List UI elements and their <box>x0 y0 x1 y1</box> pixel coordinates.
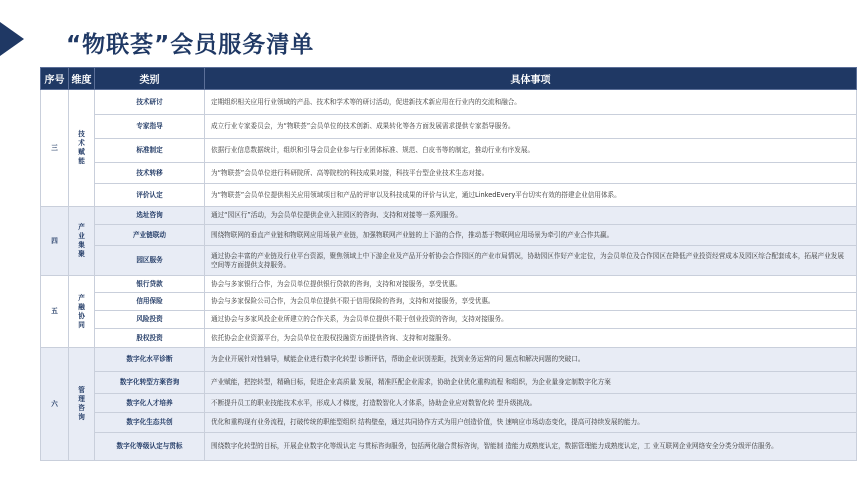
table-row <box>41 372 857 394</box>
header-seq: 序号 <box>41 68 69 90</box>
category-cell: 专家指导 <box>95 115 205 139</box>
title-marker-icon <box>0 22 24 56</box>
table-row <box>41 246 857 276</box>
table-row <box>41 348 857 372</box>
dim-cell: 技术 赋能 <box>69 90 95 207</box>
category-cell: 股权投资 <box>95 329 205 348</box>
category-cell: 数字化等级认定与贯标 <box>95 433 205 461</box>
detail-cell: 通过协会与多家风投企业所建立的合作关系，为会员单位提供不限于创业投资的咨询，支持对接服务。 <box>205 311 857 329</box>
category-cell: 数字化生态共创 <box>95 413 205 433</box>
category-cell: 风险投资 <box>95 311 205 329</box>
detail-cell: 不断提升员工的职业技能技术水平，形成人才梯度，打造数智化人才体系，协助企业应对数智化转 型升级挑战。 <box>205 394 857 413</box>
table-row <box>41 139 857 163</box>
detail-cell: 协会与多家保险公司合作，为会员单位提供不限于信用保险的咨询，支持和对接服务，享受优惠。 <box>205 293 857 311</box>
category-cell: 信用保险 <box>95 293 205 311</box>
header-detail: 具体事项 <box>205 68 857 90</box>
category-cell: 产业链联动 <box>95 225 205 246</box>
detail-cell: 优化和重构现有业务流程，打破传统的职能型组织 结构壁垒，通过共同协作方式为用户创造价值，快 速响应市场动态变化，提高可持续发展的能力。 <box>205 413 857 433</box>
detail-cell: 产业赋能，把控转型，精确目标，促进企业高质量 发展，精准匹配企业需求，协助企业优化重构流程 和组织，为企业量身定制数字化方案 <box>205 372 857 394</box>
table-row <box>41 413 857 433</box>
detail-cell: 依据行业信息数据统计，组织和引导会员企业参与行业团体标准、规范、白皮书等的制定，推动行业有序发展。 <box>205 139 857 163</box>
table-row <box>41 276 857 293</box>
header-cat: 类别 <box>95 68 205 90</box>
table-header-row <box>41 68 857 90</box>
table-row <box>41 184 857 207</box>
detail-cell: 通过协会丰富的产业链及行业平台资源，聚焦领域上中下游企业及产品开分析协会合作园区的产业市局情况，协助园区作好产业定位，为会员单位及合作园区在降低产业投资经营成本及园区综合配套成本，拓展产业发展空间等方面提供支持服务。 <box>205 246 857 276</box>
detail-cell: 通过“园区行”活动，为会员单位提供企业入驻园区的咨询、支持和对接等一系列服务。 <box>205 207 857 225</box>
table-row <box>41 394 857 413</box>
group-finance <box>41 276 857 348</box>
dim-cell: 产融 协同 <box>69 276 95 348</box>
dim-cell: 产业 集聚 <box>69 207 95 276</box>
detail-cell: 围绕数字化转型的目标，开展企业数字化等级认定 与贯标咨询服务，包括两化融合贯标咨询，智能制 造能力成熟度认定，数据管理能力成熟度认定，工 业互联网企业网络安全分类分级评估服务。 <box>205 433 857 461</box>
seq-cell: 四 <box>41 207 69 276</box>
table-row <box>41 115 857 139</box>
category-cell: 数字化水平诊断 <box>95 348 205 372</box>
category-cell: 银行贷款 <box>95 276 205 293</box>
detail-cell: 成立行业专家委员会，为“物联荟”会员单位的技术创新、成果转化等各方面发展需求提供专家指导服务。 <box>205 115 857 139</box>
group-consulting <box>41 348 857 461</box>
category-cell: 评价认定 <box>95 184 205 207</box>
detail-cell: 依托协会企业资源平台，为会员单位在股权投融资方面提供咨询、支持和对接服务。 <box>205 329 857 348</box>
table-row <box>41 293 857 311</box>
detail-cell: 为“物联荟”会员单位进行科研院所、高等院校的科技成果对接，科技平台型企业技术生态对接。 <box>205 163 857 184</box>
service-table <box>40 67 857 461</box>
table-row <box>41 225 857 246</box>
category-cell: 数字化转型方案咨询 <box>95 372 205 394</box>
detail-cell: 定期组织相关应用行业领域的产品、技术和学术等的研讨活动，促进新技术新应用在行业内的交流和融合。 <box>205 90 857 115</box>
detail-cell: 协会与多家银行合作，为会员单位提供银行贷款的咨询，支持和对接服务，享受优惠。 <box>205 276 857 293</box>
category-cell: 技术研讨 <box>95 90 205 115</box>
dim-cell: 管理 咨询 <box>69 348 95 461</box>
category-cell: 标准制定 <box>95 139 205 163</box>
page-title: “物联荟”会员服务清单 <box>66 32 315 58</box>
category-cell: 技术转移 <box>95 163 205 184</box>
detail-cell: 为企业开展针对性辅导，赋能企业进行数字化转型 诊断评估，帮助企业识别差距，找到业务运营的问 题点和解决问题的突破口。 <box>205 348 857 372</box>
table-row <box>41 329 857 348</box>
category-cell: 数字化人才培养 <box>95 394 205 413</box>
detail-cell: 为“物联荟”会员单位提供相关应用领域项目和产品的评审以及科技成果的评价与认定，通过LinkedEvery平台切实有效的搭建企业信用体系。 <box>205 184 857 207</box>
group-tech <box>41 90 857 207</box>
table-row <box>41 311 857 329</box>
seq-cell: 三 <box>41 90 69 207</box>
category-cell: 园区服务 <box>95 246 205 276</box>
group-industry <box>41 207 857 276</box>
table-row <box>41 433 857 461</box>
category-cell: 选址咨询 <box>95 207 205 225</box>
detail-cell: 围绕物联网的垂直产业链和物联网应用场景产业链，加强物联网产业链的上下游的合作，推动基于物联网应用场景为牵引的产业合作共赢。 <box>205 225 857 246</box>
header-dim: 维度 <box>69 68 95 90</box>
table-row <box>41 163 857 184</box>
seq-cell: 五 <box>41 276 69 348</box>
table-row <box>41 90 857 115</box>
seq-cell: 六 <box>41 348 69 461</box>
table-row <box>41 207 857 225</box>
